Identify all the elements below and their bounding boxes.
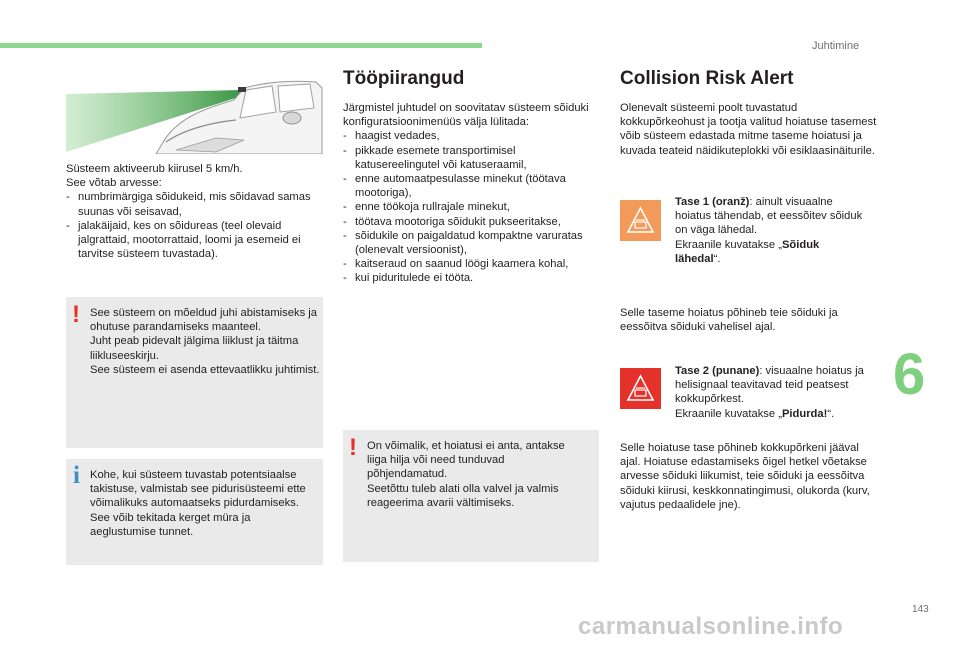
- considers-label: See võtab arvesse:: [66, 177, 162, 190]
- page-number: 143: [912, 604, 929, 615]
- list-item: - enne automaatpesulasse minekut (töötava mootoriga),: [343, 172, 601, 200]
- level1-note: Selle taseme hoiatus põhineb teie sõiduki ja eessõitva sõiduki vahelisel ajal.: [620, 307, 838, 334]
- list-item: - töötava mootoriga sõidukit pukseeritakse,: [343, 215, 601, 229]
- level2-alert-icon: [620, 368, 661, 409]
- level2-desc: : visuaalne hoiatus ja helisignaal teavitavad teid peatsest kokkupõrkest.: [675, 365, 864, 406]
- info-text: Kohe, kui süsteem tuvastab potentsiaalse takistuse, valmistab see pidurisüsteemi ette võimalikuks automaatseks pidurdamiseks. See võib tekitada kerget müra ja aeglustumise tunnet.: [90, 469, 306, 538]
- list-item: - sõidukile on paigaldatud kompaktne varuratas (olenevalt versioonist),: [343, 229, 601, 257]
- level1-display-pre: Ekraanile kuvatakse „: [675, 238, 782, 251]
- warning-box-2: [343, 430, 599, 562]
- col1-text: [66, 162, 326, 261]
- limits-intro: Järgmistel juhtudel on soovitatav süsteem sõiduki konfiguratsioonimenüüs välja lülitada:: [343, 102, 589, 129]
- level1-label: Tase 1 (oranž): [675, 196, 750, 208]
- warning-box-1: [66, 297, 323, 448]
- level1-desc: : ainult visuaalne hoiatus tähendab, et eessõitev sõiduk on väga lähedal.: [675, 196, 863, 237]
- list-item: - numbrimärgiga sõidukeid, mis sõidavad samas suunas või seisavad,: [66, 190, 326, 218]
- warning-icon: !: [349, 434, 357, 461]
- warning-line: On võimalik, et hoiatusi ei anta, antakse liiga hilja või need tunduvad põhjendamatud.: [367, 440, 565, 481]
- level2-note: Selle hoiatuse tase põhineb kokkupõrkeni jääval ajal. Hoiatuse edastamiseks õigel hetkel võetakse arvesse sõiduki liikumist, teie sõiduki ja eessõitva sõiduki kiirusi, keskkonnatingimusi, olukorda (kurv, vajutus pedaalidele jne).: [620, 442, 870, 511]
- car-camera-illustration: [66, 78, 324, 154]
- level2-display-post: “.: [827, 407, 835, 420]
- section-title-limits: Tööpiirangud: [343, 68, 465, 89]
- level2-label: Tase 2 (punane): [675, 365, 760, 377]
- level1-display-post: “.: [713, 252, 721, 265]
- watermark: carmanualsonline.info: [578, 613, 844, 640]
- level1-display-msg: Sõiduk lähedal: [675, 238, 820, 265]
- list-item: - jalakäijaid, kes on sõidureas (teel olevaid jalgrattaid, mootorrattaid, loomi ja esemeid ei tarvitse süsteem tuvastada).: [66, 219, 326, 262]
- level2-display-msg: Pidurda!: [781, 407, 828, 420]
- warning-text: [90, 306, 320, 377]
- list-item: - kui piduritulede ei tööta.: [343, 271, 601, 285]
- activation-speed: Süsteem aktiveerub kiirusel 5 km/h.: [66, 163, 243, 175]
- warning-line: Seetõttu tuleb alati olla valvel ja valmis reageerima avarii vältimiseks.: [367, 482, 559, 509]
- level2-display-pre: Ekraanile kuvatakse „: [675, 407, 782, 420]
- level2-text: [675, 364, 875, 421]
- warning-text: [367, 439, 587, 510]
- warning-icon: !: [72, 301, 80, 328]
- level1-text: [675, 195, 865, 266]
- info-box: [66, 459, 323, 565]
- car-warning-icon: [620, 368, 661, 409]
- warning-line: See süsteem ei asenda ettevaatlikku juhtimist.: [90, 363, 320, 376]
- car-warning-icon: [620, 200, 661, 241]
- level1-alert-icon: [620, 200, 661, 241]
- header-accent-bar: [0, 43, 482, 48]
- warning-line: Juht peab pidevalt jälgima liiklust ja täitma liikluseeskirju.: [90, 335, 299, 362]
- list-item: - enne töökoja rullrajale minekut,: [343, 200, 601, 214]
- considers-list: [66, 190, 326, 261]
- col2-text: [343, 101, 601, 286]
- chapter-number: 6: [893, 342, 926, 407]
- section-title-collision: Collision Risk Alert: [620, 68, 794, 89]
- limits-list: [343, 129, 601, 285]
- list-item: - pikkade esemete transportimisel katusereelingutel või katuseraamil,: [343, 144, 601, 172]
- list-item: - haagist vedades,: [343, 129, 601, 143]
- warning-line: See süsteem on mõeldud juhi abistamiseks ja ohutuse parandamiseks maanteel.: [90, 307, 317, 334]
- section-name: Juhtimine: [812, 40, 860, 52]
- collision-intro: Olenevalt süsteemi poolt tuvastatud kokkupõrkeohust ja tootja valitud hoiatuse tasemest võib süsteem edastada mitme taseme hoiatusi ja kuvada teateid näidikuteplokki või esiklaasinäiturile.: [620, 102, 877, 157]
- info-icon: i: [73, 462, 80, 489]
- list-item: - kaitseraud on saanud löögi kaamera kohal,: [343, 257, 601, 271]
